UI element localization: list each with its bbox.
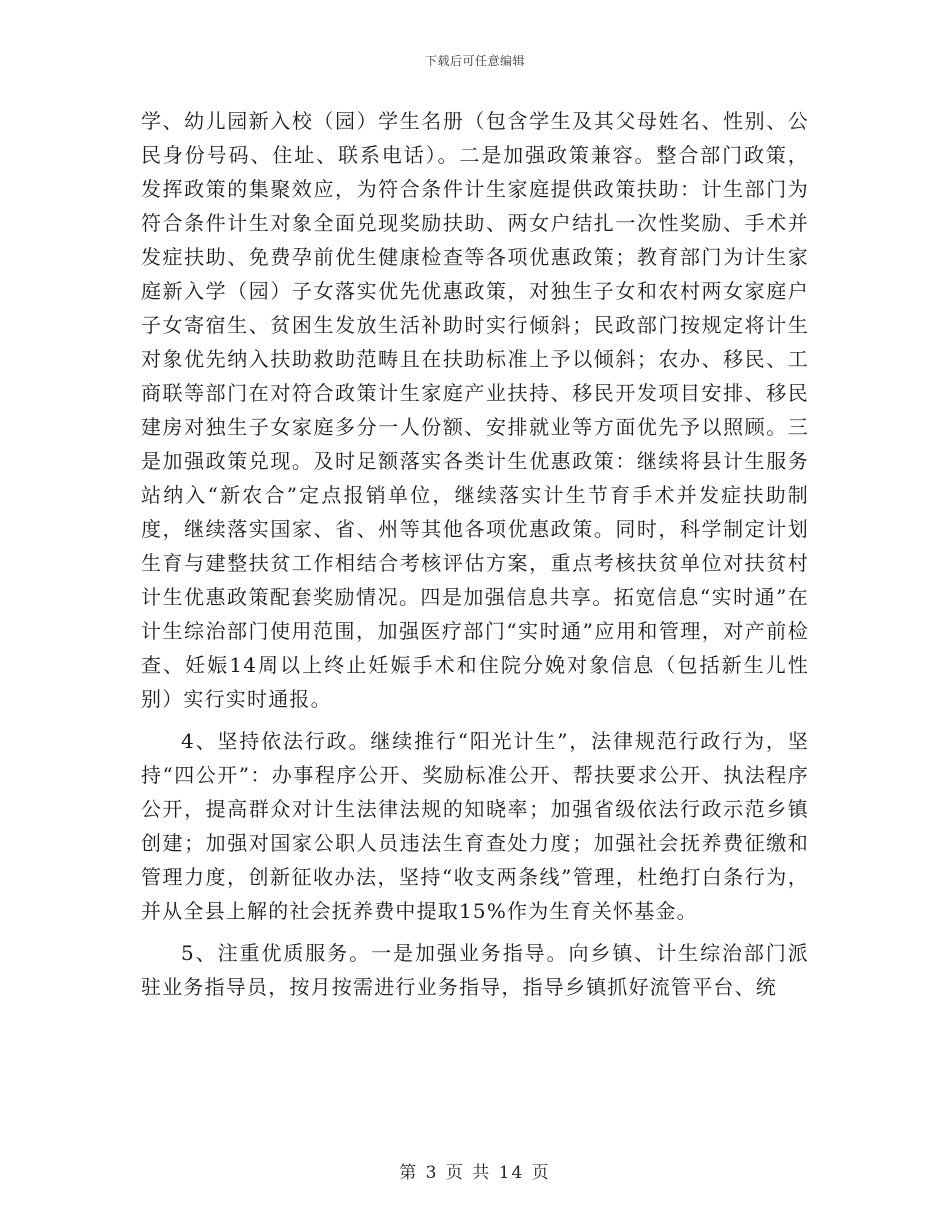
paragraph-lawful-administration: 4、坚持依法行政。继续推行“阳光计生”，法律规范行政行为，坚持“四公开”：办事程序公开、奖励标准公开、帮扶要求公开、执法程序公开，提高群众对计生法律法规的知晓率；加强省级依法行政示范乡镇创建；加强对国家公职人员违法生育查处力度；加强社会抚养费征缴和管理力度，创新征收办法，坚持“收支两条线”管理，杜绝打白条行为，并从全县上解的社会抚养费中提取15%作为生育关怀基金。 bbox=[141, 729, 809, 923]
page-number-footer: 第 3 页 共 14 页 bbox=[399, 1163, 551, 1183]
paragraph-quality-service: 5、注重优质服务。一是加强业务指导。向乡镇、计生综治部门派驻业务指导员，按月按需进行业务指导，指导乡镇抓好流管平台、统 bbox=[141, 941, 809, 999]
paragraph-continuation: 学、幼儿园新入校（园）学生名册（包含学生及其父母姓名、性别、公民身份号码、住址、联系电话）。二是加强政策兼容。整合部门政策，发挥政策的集聚效应，为符合条件计生家庭提供政策扶助：计生部门为符合条件计生对象全面兑现奖励扶助、两女户结扎一次性奖励、手术并发症扶助、免费孕前优生健康检查等各项优惠政策；教育部门为计生家庭新入学（园）子女落实优先优惠政策，对独生子女和农村两女家庭户子女寄宿生、贫困生发放生活补助时实行倾斜；民政部门按规定将计生对象优先纳入扶助救助范畴且在扶助标准上予以倾斜；农办、移民、工商联等部门在对符合政策计生家庭产业扶持、移民开发项目安排、移民建房对独生子女家庭多分一人份额、安排就业等方面优先予以照顾。三是加强政策兑现。及时足额落实各类计生优惠政策：继续将县计生服务站纳入“新农合”定点报销单位，继续落实计生节育手术并发症扶助制度，继续落实国家、省、州等其他各项优惠政策。同时，科学制定计划生育与建整扶贫工作相结合考核评估方案，重点考核扶贫单位对扶贫村计生优惠政策配套奖励情况。四是加强信息共享。拓宽信息“实时通”在计生综治部门使用范围，加强医疗部门“实时通”应用和管理，对产前检查、妊娠14周以上终止妊娠手术和住院分娩对象信息（包括新生儿性别）实行实时通报。 bbox=[141, 109, 809, 711]
paragraph-gap bbox=[141, 928, 809, 936]
paragraph-gap bbox=[141, 716, 809, 724]
header-note: 下载后可任意编辑 bbox=[424, 54, 525, 68]
document-body bbox=[141, 104, 809, 1004]
